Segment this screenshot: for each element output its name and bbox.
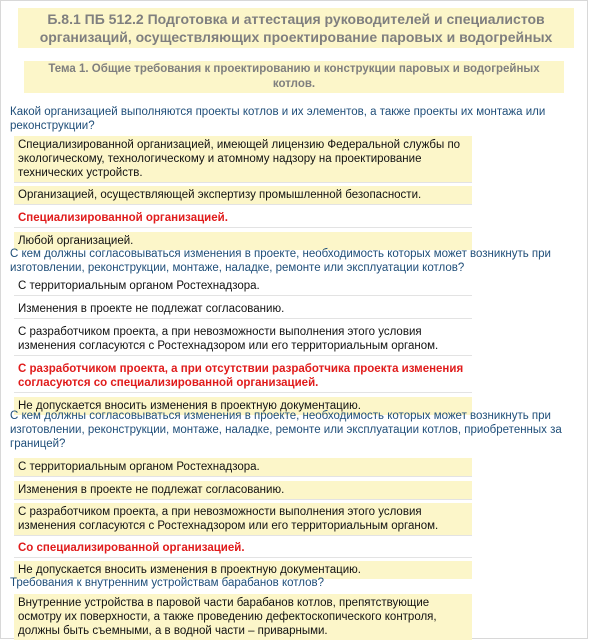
answer-3-4-correct[interactable]: Со специализированной организацией. bbox=[14, 539, 472, 558]
answer-2-1[interactable] bbox=[14, 277, 472, 296]
topic-heading bbox=[24, 61, 564, 93]
title-line-2: организаций, осуществляющих проектирование паровых и водогрейных bbox=[39, 29, 553, 45]
question-1: Какой организацией выполняются проекты котлов и их элементов, а также проекты их монтажа или реконструкции? bbox=[10, 106, 546, 132]
answer-2-3[interactable]: С разработчиком проекта, а при невозможности выполнения этого условия изменения согласуются с Ростехнадзором или его территориальным органом. bbox=[14, 323, 472, 356]
topic-line-2: котлов. bbox=[272, 78, 316, 90]
answer-2-5[interactable]: Не допускается вносить изменения в проектную документацию. bbox=[14, 397, 472, 415]
page-title bbox=[18, 8, 574, 48]
answer-2-4-correct[interactable]: С разработчиком проекта, а при отсутствии разработчика проекта изменения согласуются со специализированной организацией. bbox=[14, 360, 472, 393]
answer-4-1[interactable]: Внутренние устройства в паровой части барабанов котлов, препятствующие осмотру их поверхности, а также проведению дефектоскопического контроля, должны быть съемными, а в водной части – приварными. bbox=[14, 594, 472, 640]
answer-3-2[interactable]: Изменения в проекте не подлежат согласованию. bbox=[14, 481, 472, 500]
answer-1-2[interactable]: Организацией, осуществляющей экспертизу промышленной безопасности. bbox=[14, 186, 472, 205]
answer-3-1[interactable]: С территориальным органом Ростехнадзора. bbox=[14, 458, 472, 477]
question-2: С кем должны согласовываться изменения в проекте, необходимость которых может возникнуть при изготовлении, реконструкции, монтаже, наладке, ремонте или эксплуатации котлов? bbox=[10, 248, 551, 274]
answer-3-5[interactable]: Не допускается вносить изменения в проектную документацию. bbox=[14, 561, 472, 579]
title-line-1: Б.8.1 ПБ 512.2 Подготовка и аттестация руководителей и специалистов bbox=[47, 11, 545, 27]
answer-3-3[interactable]: С разработчиком проекта, а при невозможности выполнения этого условия изменения согласуются с Ростехнадзором или его территориальным органом. bbox=[14, 503, 472, 536]
answer-1-1[interactable]: Специализированной организацией, имеющей лицензию Федеральной службы по экологическому, технологическому и атомному надзору на проектирование технических устройств. bbox=[14, 136, 472, 183]
answer-1-3-correct[interactable]: Специализированной организацией. bbox=[14, 209, 472, 228]
answer-1-4[interactable]: Любой организацией. bbox=[14, 232, 472, 250]
answer-2-1-text: С территориальным органом Ростехнадзора. bbox=[18, 280, 260, 292]
answer-2-2[interactable]: Изменения в проекте не подлежат согласованию. bbox=[14, 300, 472, 319]
question-4: Требования к внутренним устройствам барабанов котлов? bbox=[10, 577, 325, 589]
question-3: С кем должны согласовываться изменения в проекте, необходимость которых может возникнуть при изготовлении, реконструкции, монтаже, наладке, ремонте или эксплуатации котлов, приобретенных за границей? bbox=[10, 410, 562, 450]
topic-line-1: Тема 1. Общие требования к проектированию и конструкции паровых и водогрейных bbox=[48, 63, 540, 75]
